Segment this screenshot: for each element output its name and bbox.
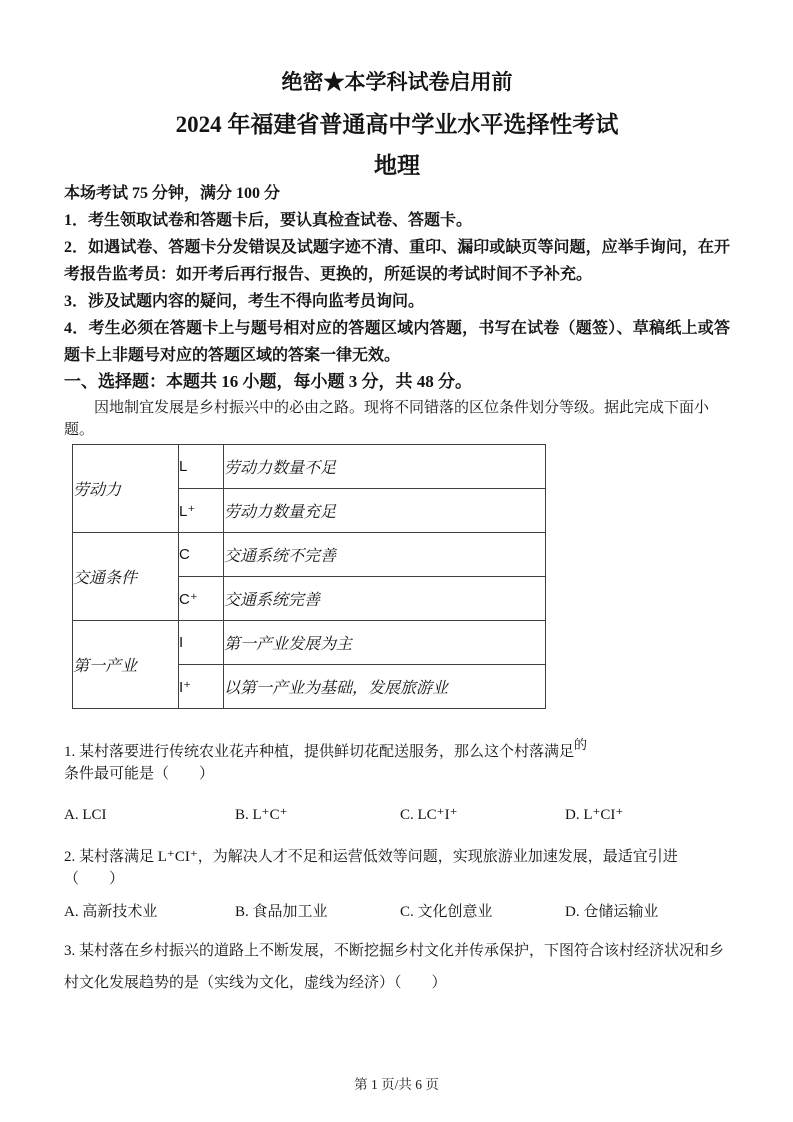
question-2-option-a: A. 高新技术业 (64, 904, 158, 920)
exam-subject: 地理 (374, 153, 420, 178)
page-indicator: 第 1 页/共 6 页 (354, 1077, 439, 1092)
question-2-text: 2. 某村落满足 L⁺CI⁺，为解决人才不足和运营低效等问题，实现旅游业加速发展，最适宜引进（ ） (64, 849, 678, 887)
exam-duration-note: 本场考试 75 分钟，满分 100 分 (64, 185, 281, 202)
table-desc-cell: 交通系统不完善 (224, 533, 546, 577)
table-category-cell: 劳动力 (73, 445, 179, 533)
question-1-superscript: 的 (574, 737, 588, 752)
question-2-option-d: D. 仓储运输业 (565, 904, 659, 920)
question-1-text (64, 737, 730, 785)
question-2-option-b: B. 食品加工业 (235, 904, 328, 920)
question-1-option-c: C. LC⁺I⁺ (400, 807, 458, 823)
exam-title: 2024 年福建省普通高中学业水平选择性考试 (175, 112, 619, 137)
instruction-item-3: 3．涉及试题内容的疑问，考生不得向监考员询问。 (64, 293, 425, 310)
table-code-cell: L (179, 445, 224, 489)
section-heading: 一、选择题：本题共 16 小题，每小题 3 分，共 48 分。 (64, 372, 472, 391)
table-desc-cell: 劳动力数量不足 (224, 445, 546, 489)
exam-classification: 绝密★本学科试卷启用前 (281, 70, 513, 94)
table-desc-cell: 以第一产业为基础，发展旅游业 (224, 665, 546, 709)
exam-notice-block (64, 180, 730, 395)
instruction-item-2: 2．如遇试卷、答题卡分发错误及试题字迹不清、重印、漏印或缺页等问题，应举手询问，在开考报告监考员：如开考后再行报告、更换的，所延误的考试时间不予补充。 (64, 239, 730, 283)
instruction-item-1: 1．考生领取试卷和答题卡后，要认真检查试卷、答题卡。 (64, 212, 473, 229)
table-row (73, 445, 546, 489)
table-code-cell: I (179, 621, 224, 665)
conditions-table (72, 444, 546, 709)
question-2-option-c: C. 文化创意业 (400, 904, 493, 920)
table-row (73, 621, 546, 665)
table-desc-cell: 劳动力数量充足 (224, 489, 546, 533)
table-code-cell: C (179, 533, 224, 577)
question-1-option-a: A. LCI (64, 807, 107, 823)
question-3-text: 3. 某村落在乡村振兴的道路上不断发展，不断挖掘乡村文化并传承保护，下图符合该村经济状况和乡村文化发展趋势的是（实线为文化，虚线为经济）（ ） (64, 943, 725, 991)
question-1-option-d: D. L⁺CI⁺ (565, 807, 624, 823)
question-1-text-pre: 1. 某村落要进行传统农业花卉种植，提供鲜切花配送服务，那么这个村落满足 (64, 744, 575, 760)
table-code-cell: C⁺ (179, 577, 224, 621)
table-category-cell: 第一产业 (73, 621, 179, 709)
table-desc-cell: 第一产业发展为主 (224, 621, 546, 665)
table-code-cell: L⁺ (179, 489, 224, 533)
table-desc-cell: 交通系统完善 (224, 577, 546, 621)
question-1-options (64, 804, 730, 826)
table-code-cell: I⁺ (179, 665, 224, 709)
question-intro: 因地制宜发展是乡村振兴中的必由之路。现将不同错落的区位条件划分等级。据此完成下面小题。 (64, 400, 710, 438)
question-1-text-post: 条件最可能是（ ） (64, 766, 215, 782)
table-row (73, 533, 546, 577)
instruction-item-4: 4．考生必须在答题卡上与题号相对应的答题区域内答题，书写在试卷（题签）、草稿纸上或答题卡上非题号对应的答题区域的答案一律无效。 (64, 320, 730, 364)
table-category-cell: 交通条件 (73, 533, 179, 621)
question-2-options (64, 901, 730, 923)
question-1-option-b: B. L⁺C⁺ (235, 807, 288, 823)
